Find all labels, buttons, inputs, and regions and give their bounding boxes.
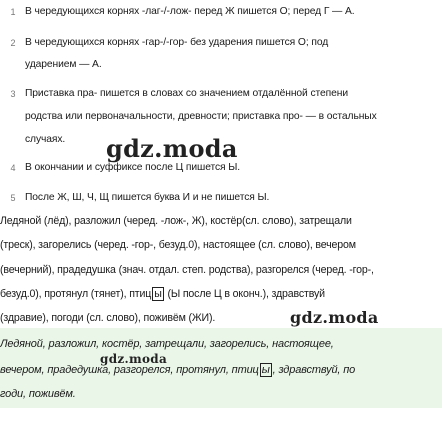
- rule-number: 5: [10, 193, 16, 203]
- watermark: gdz.moda: [106, 134, 238, 163]
- answer-line: Ледяной, разложил, костёр, затрещали, загорелись, настоящее,: [0, 338, 334, 350]
- watermark: gdz.moda: [290, 308, 379, 327]
- rule-text: В чередующихся корнях -гар-/-гор- без ударения пишется О; под: [25, 37, 329, 48]
- rule-text: В окончании и суффиксе после Ц пишется Ы.: [25, 162, 241, 173]
- rule-number: 1: [10, 7, 16, 17]
- example-line: (вечерний), прадедушка (знач. отдал. степ. родства), разгорелся (черед. -гор-,: [0, 264, 374, 276]
- example-line: безуд.0), протянул (тянет), птиц ы (Ы после Ц в оконч.), здравствуй: [0, 288, 325, 300]
- rule-number: 3: [10, 89, 16, 99]
- answer-block: [0, 328, 442, 408]
- rule-number: 4: [10, 163, 16, 173]
- rule-number: 2: [10, 38, 16, 48]
- rule-text: ударением — А.: [25, 59, 102, 70]
- example-line: (треск), загорелись (черед. -гор-, безуд.0), настоящее (сл. слово), вечером: [0, 239, 356, 251]
- answer-line: вечером, прадедушка, разгорелся, протянул, птиц ы , здравствуй, по: [0, 364, 356, 376]
- boxed-ending: ы: [261, 364, 270, 376]
- answer-line: годи, поживём.: [0, 388, 76, 400]
- boxed-ending: ы: [154, 288, 162, 300]
- rule-text: В чередующихся корнях -лаг-/-лож- перед Ж пишется О; перед Г — А.: [25, 6, 355, 17]
- rule-text: родства или первоначальности, древности; приставка про- — в остальных: [25, 111, 377, 122]
- rule-text: После Ж, Ш, Ч, Щ пишется буква И и не пишется Ы.: [25, 192, 270, 203]
- rule-text: Приставка пра- пишется в словах со значением отдалённой степени: [25, 88, 348, 99]
- example-line: Ледяной (лёд), разложил (черед. -лож-, Ж), костёр(сл. слово), затрещали: [0, 215, 352, 227]
- rule-text: случаях.: [25, 134, 66, 145]
- watermark: gdz.moda: [100, 352, 168, 366]
- example-line: (здравие), погоди (сл. слово), поживём (ЖИ).: [0, 312, 216, 324]
